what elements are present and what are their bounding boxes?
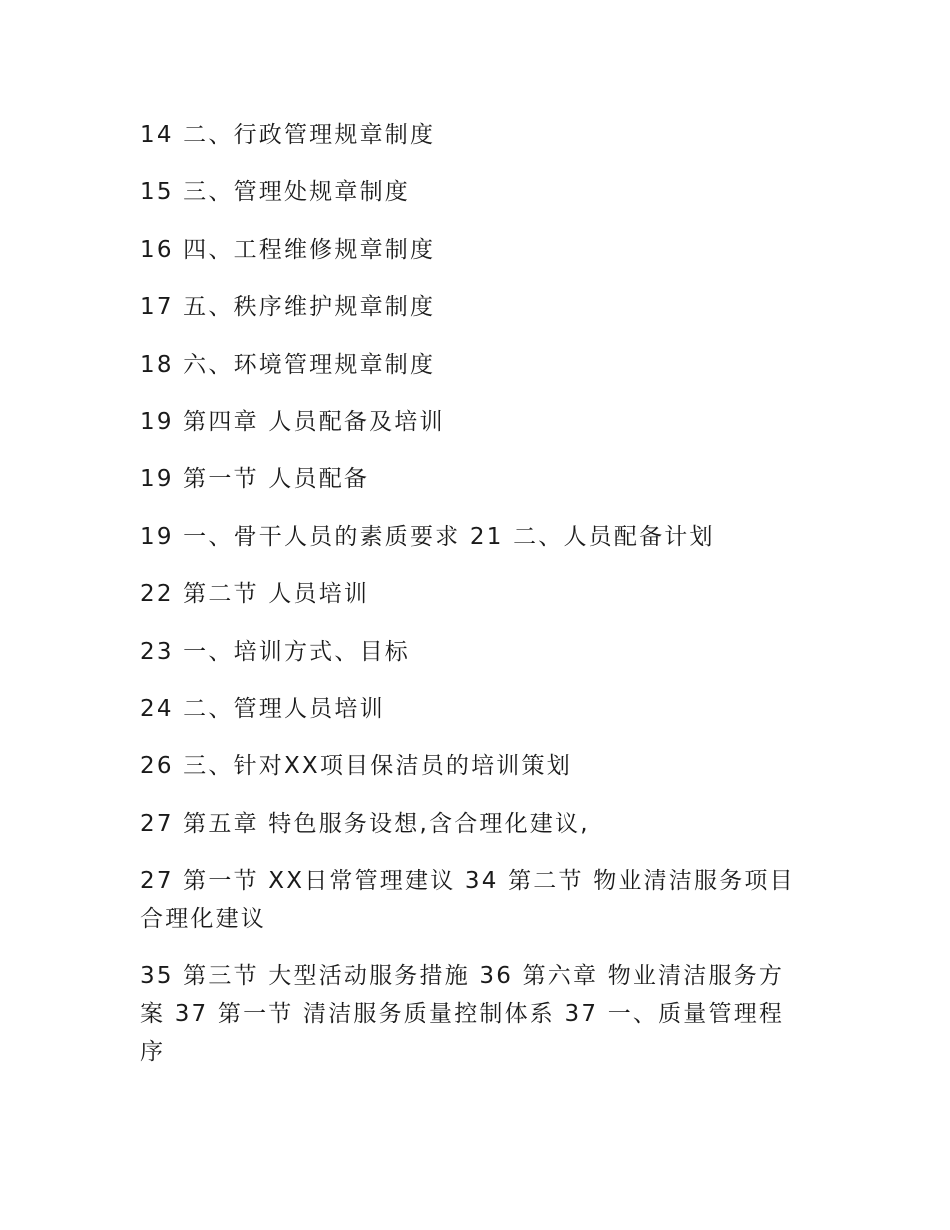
toc-line: 18 六、环境管理规章制度 [140,351,436,378]
toc-line: 17 五、秩序维护规章制度 [140,294,436,321]
toc-line: 24 二、管理人员培训 [140,695,385,722]
toc-line: 16 四、工程维修规章制度 [140,236,436,263]
toc-line: 14 二、行政管理规章制度 [140,122,436,148]
toc-line: 27 第一节 XX日常管理建议 34 第二节 物业清洁服务项目合理化建议 [140,868,795,933]
toc-line: 27 第五章 特色服务设想,含合理化建议, [140,810,590,837]
toc-line: 22 第二节 人员培训 [140,581,370,608]
toc-line: 19 第四章 人员配备及培训 [140,408,445,435]
table-of-contents [140,116,808,1091]
toc-line: 19 一、骨干人员的素质要求 21 二、人员配备计划 [140,523,715,550]
toc-line: 19 第一节 人员配备 [140,466,370,493]
toc-line: 15 三、管理处规章制度 [140,179,410,206]
toc-line: 26 三、针对XX项目保洁员的培训策划 [140,753,572,780]
toc-line: 23 一、培训方式、目标 [140,638,410,665]
toc-line: 35 第三节 大型活动服务措施 36 第六章 物业清洁服务方案 37 第一节 清洁服务质量控制体系 37 一、质量管理程序 [140,963,785,1066]
